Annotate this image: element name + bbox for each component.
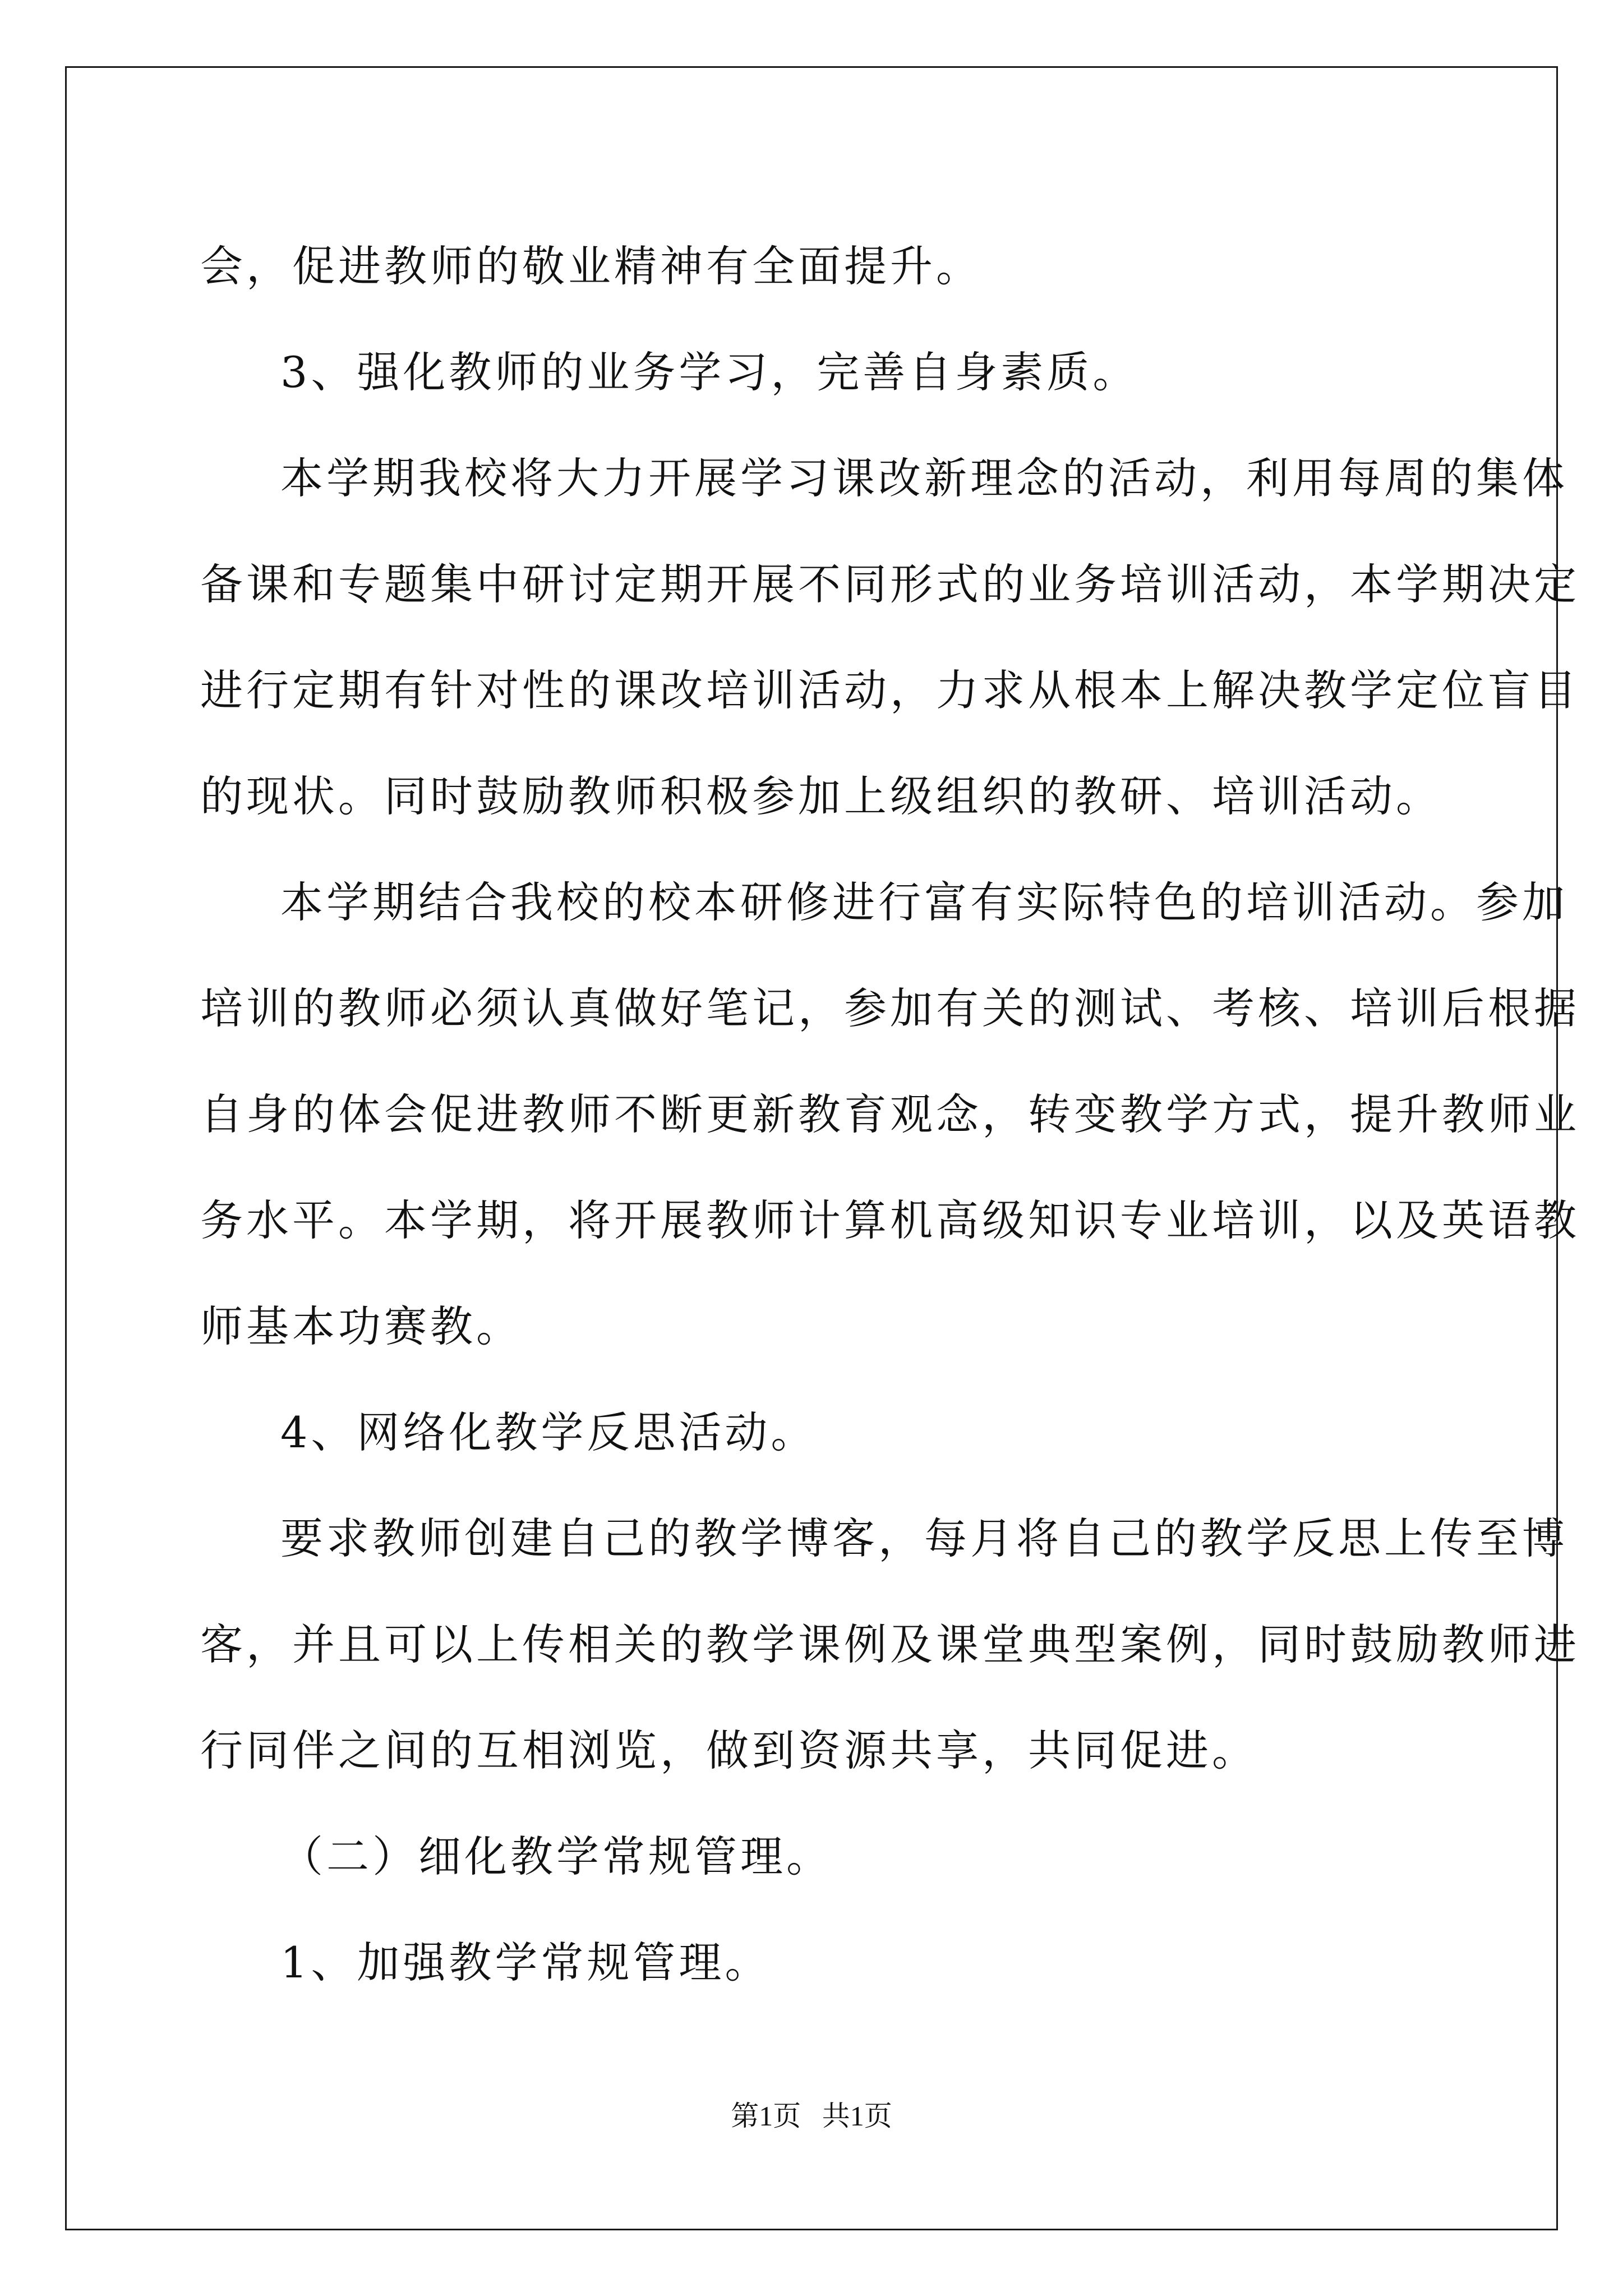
text-line: 师基本功赛教。 [200,1301,522,1351]
text-line: 4、网络化教学反思活动。 [280,1407,817,1457]
page-footer: 第1页 共1页 [731,2100,892,2132]
text-line: 的现状。同时鼓励教师积极参加上级组织的教研、培训活动。 [200,771,1442,821]
text-line: 务水平。本学期，将开展教师计算机高级知识专业培训，以及英语教 [200,1195,1580,1245]
text-line: 培训的教师必须认真做好笔记，参加有关的测试、考核、培训后根据 [200,983,1580,1033]
text-line: 备课和专题集中研讨定期开展不同形式的业务培训活动，本学期决定 [200,559,1580,609]
document-body [200,213,1580,2016]
text-line: 3、强化教师的业务学习，完善自身素质。 [280,347,1139,397]
text-line: 进行定期有针对性的课改培训活动，力求从根本上解决教学定位盲目 [200,665,1580,715]
text-line: 1、加强教学常规管理。 [280,1938,771,1987]
text-line: 自身的体会促进教师不断更新教育观念，转变教学方式，提升教师业 [200,1089,1580,1139]
text-line: 本学期结合我校的校本研修进行富有实际特色的培训活动。参加 [280,877,1568,927]
text-line: 本学期我校将大力开展学习课改新理念的活动，利用每周的集体 [280,453,1568,503]
text-line: 会，促进教师的敬业精神有全面提升。 [200,241,982,291]
text-line: 行同伴之间的互相浏览，做到资源共享，共同促进。 [200,1726,1258,1775]
text-line: （二）细化教学常规管理。 [280,1832,832,1881]
text-line: 客，并且可以上传相关的教学课例及课堂典型案例，同时鼓励教师进 [200,1619,1580,1669]
text-line: 要求教师创建自己的教学博客，每月将自己的教学反思上传至博 [280,1513,1568,1563]
